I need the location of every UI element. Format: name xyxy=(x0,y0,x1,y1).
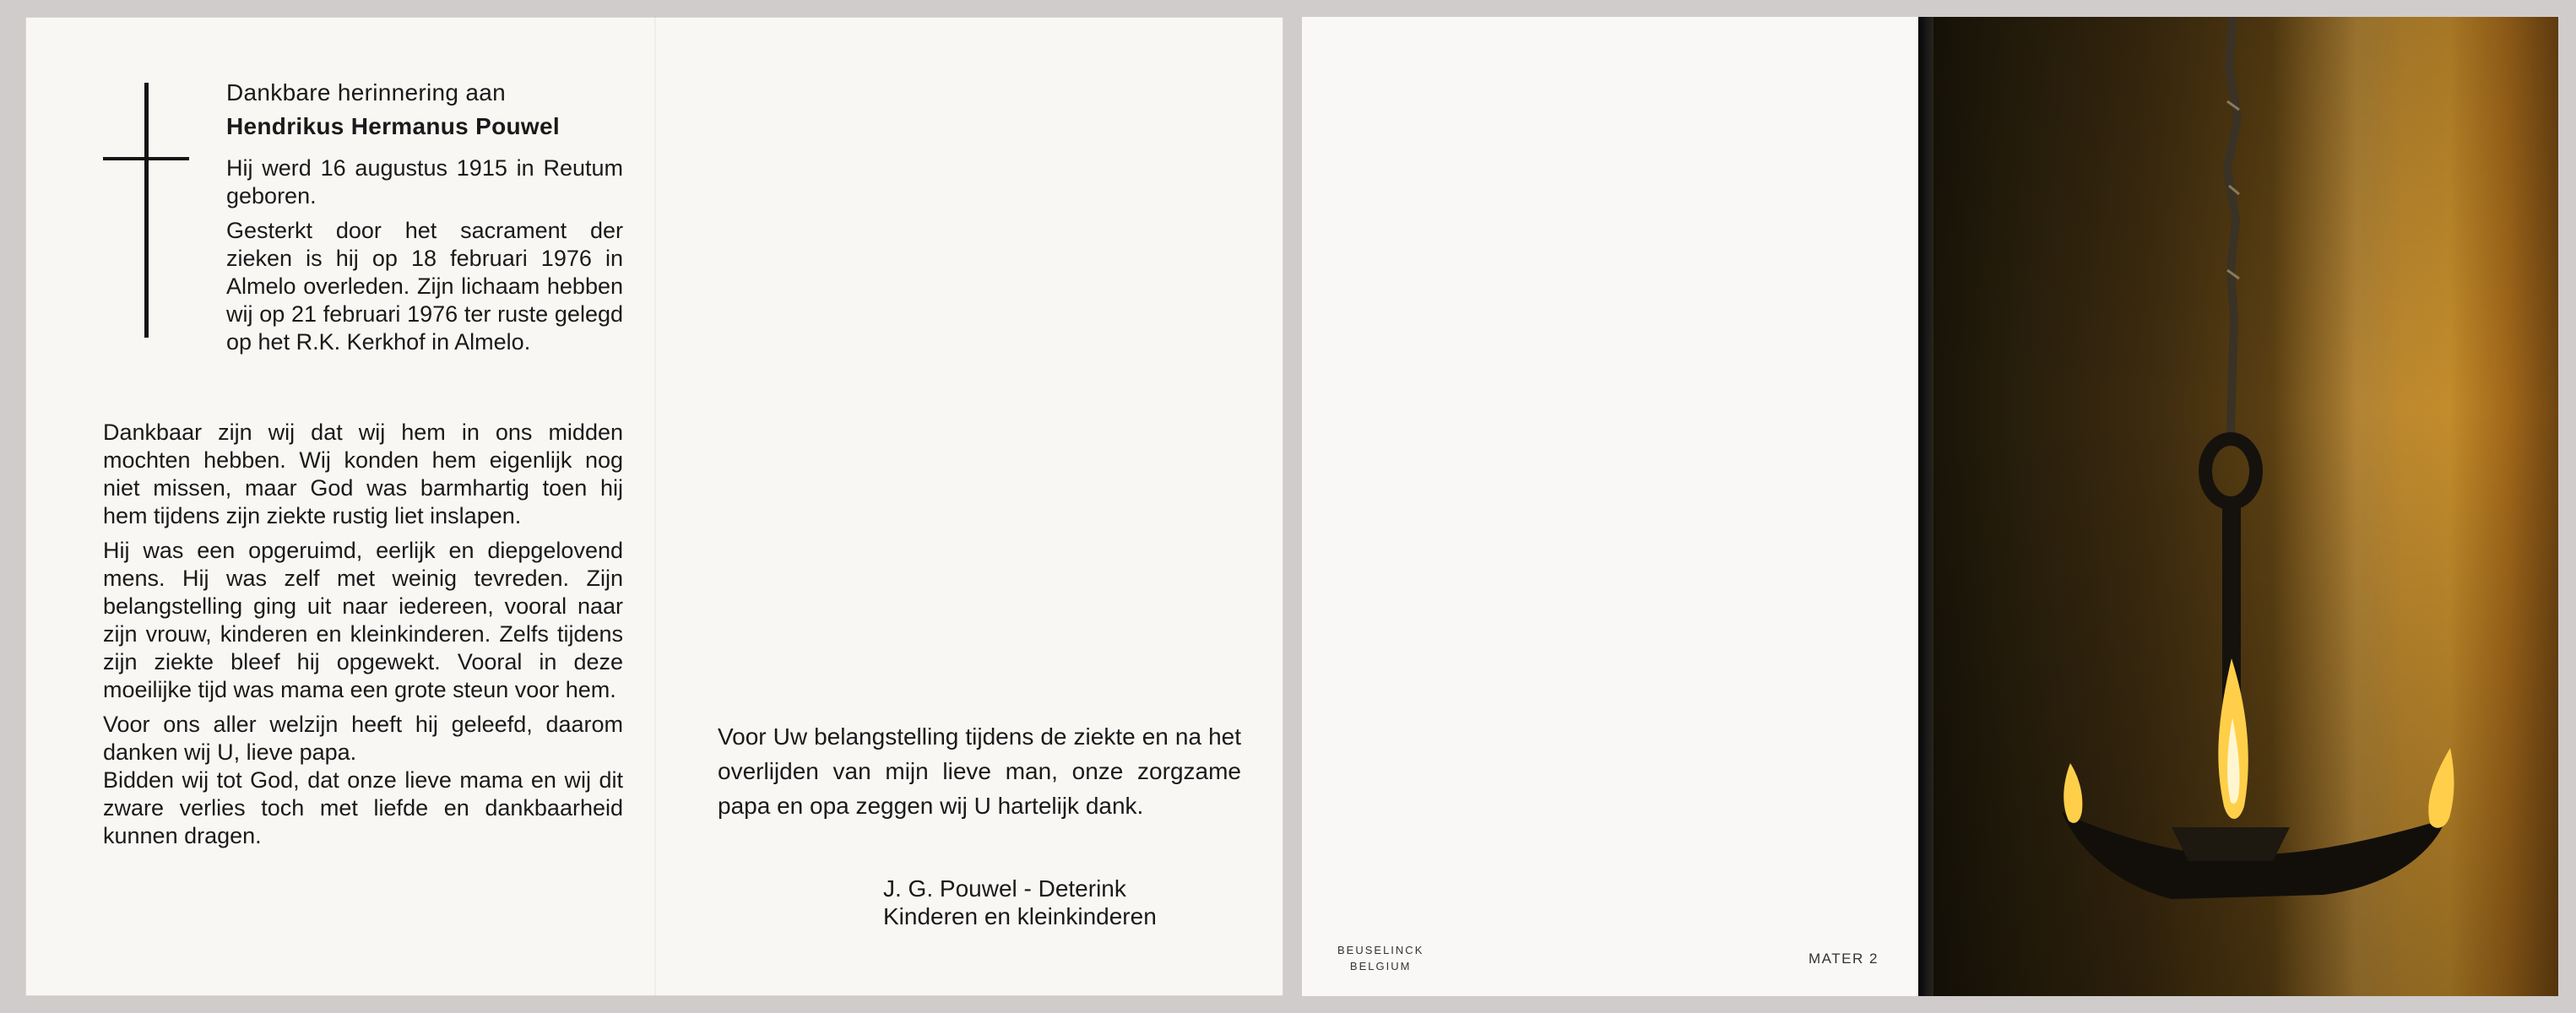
deceased-name: Hendrikus Hermanus Pouwel xyxy=(226,113,560,139)
biography-text xyxy=(226,154,623,363)
printer-country: BELGIUM xyxy=(1349,960,1412,972)
death-paragraph: Gesterkt door het sacrament der zieken is hij op 18 februari 1976 in Almelo overleden. Zijn lichaam hebben wij op 21 februari 1976 ter ruste gelegd op het R.K. Kerkhof in Almelo. xyxy=(226,218,623,355)
prayer-paragraph: Voor ons aller welzijn heeft hij geleefd, daarom danken wij U, lieve papa. Bidden wij tot God, dat onze lieve mama en wij dit zware verlies toch met liefde en dankbaarheid kunnen dragen. xyxy=(103,712,623,848)
printer-imprint xyxy=(1337,942,1424,974)
memorial-card-outside xyxy=(1302,17,2558,996)
hanging-lamp-icon xyxy=(1918,17,2558,996)
printer-name: BEUSELINCK xyxy=(1337,944,1424,956)
oil-lamp-photo xyxy=(1918,17,2558,996)
signature xyxy=(883,875,1157,930)
thanks-paragraph: Voor Uw belangstelling tijdens de ziekte en na het overlijden van mijn lieve man, onze zorgzame papa en opa zeggen wij U hartelijk dank. xyxy=(718,723,1241,819)
signature-widow: J. G. Pouwel - Deterink xyxy=(883,875,1126,902)
heading-dedication: Dankbare herinnering aan xyxy=(226,79,506,106)
card-fold-line xyxy=(654,17,656,996)
character-paragraph: Hij was een opgeruimd, eerlijk en diepgelovend mens. Hij was zelf met weinig tevreden. Zijn belangstelling ging uit naar iedereen, vooral naar zijn vrouw, kinderen en kleinkinderen. Zelfs tijdens zijn ziekte bleef hij opgewekt. Vooral in deze moeilijke tijd was mama een grote steun voor hem. xyxy=(103,538,623,702)
thanks-text xyxy=(718,719,1241,830)
remembrance-text xyxy=(103,419,623,857)
flame-icon xyxy=(2064,658,2454,828)
card-model-label: MATER 2 xyxy=(1809,951,1879,967)
memorial-card-inside xyxy=(25,17,1283,996)
back-panel xyxy=(1302,17,1918,996)
signature-family: Kinderen en kleinkinderen xyxy=(883,903,1157,929)
card-heading xyxy=(226,76,623,144)
gratitude-paragraph: Dankbaar zijn wij dat wij hem in ons midden mochten hebben. Wij konden hem eigenlijk nog niet missen, maar God was barmhartig toen hij hem tijdens zijn ziekte rustig liet inslapen. xyxy=(103,420,623,528)
birth-paragraph: Hij werd 16 augustus 1915 in Reutum geboren. xyxy=(226,155,623,209)
